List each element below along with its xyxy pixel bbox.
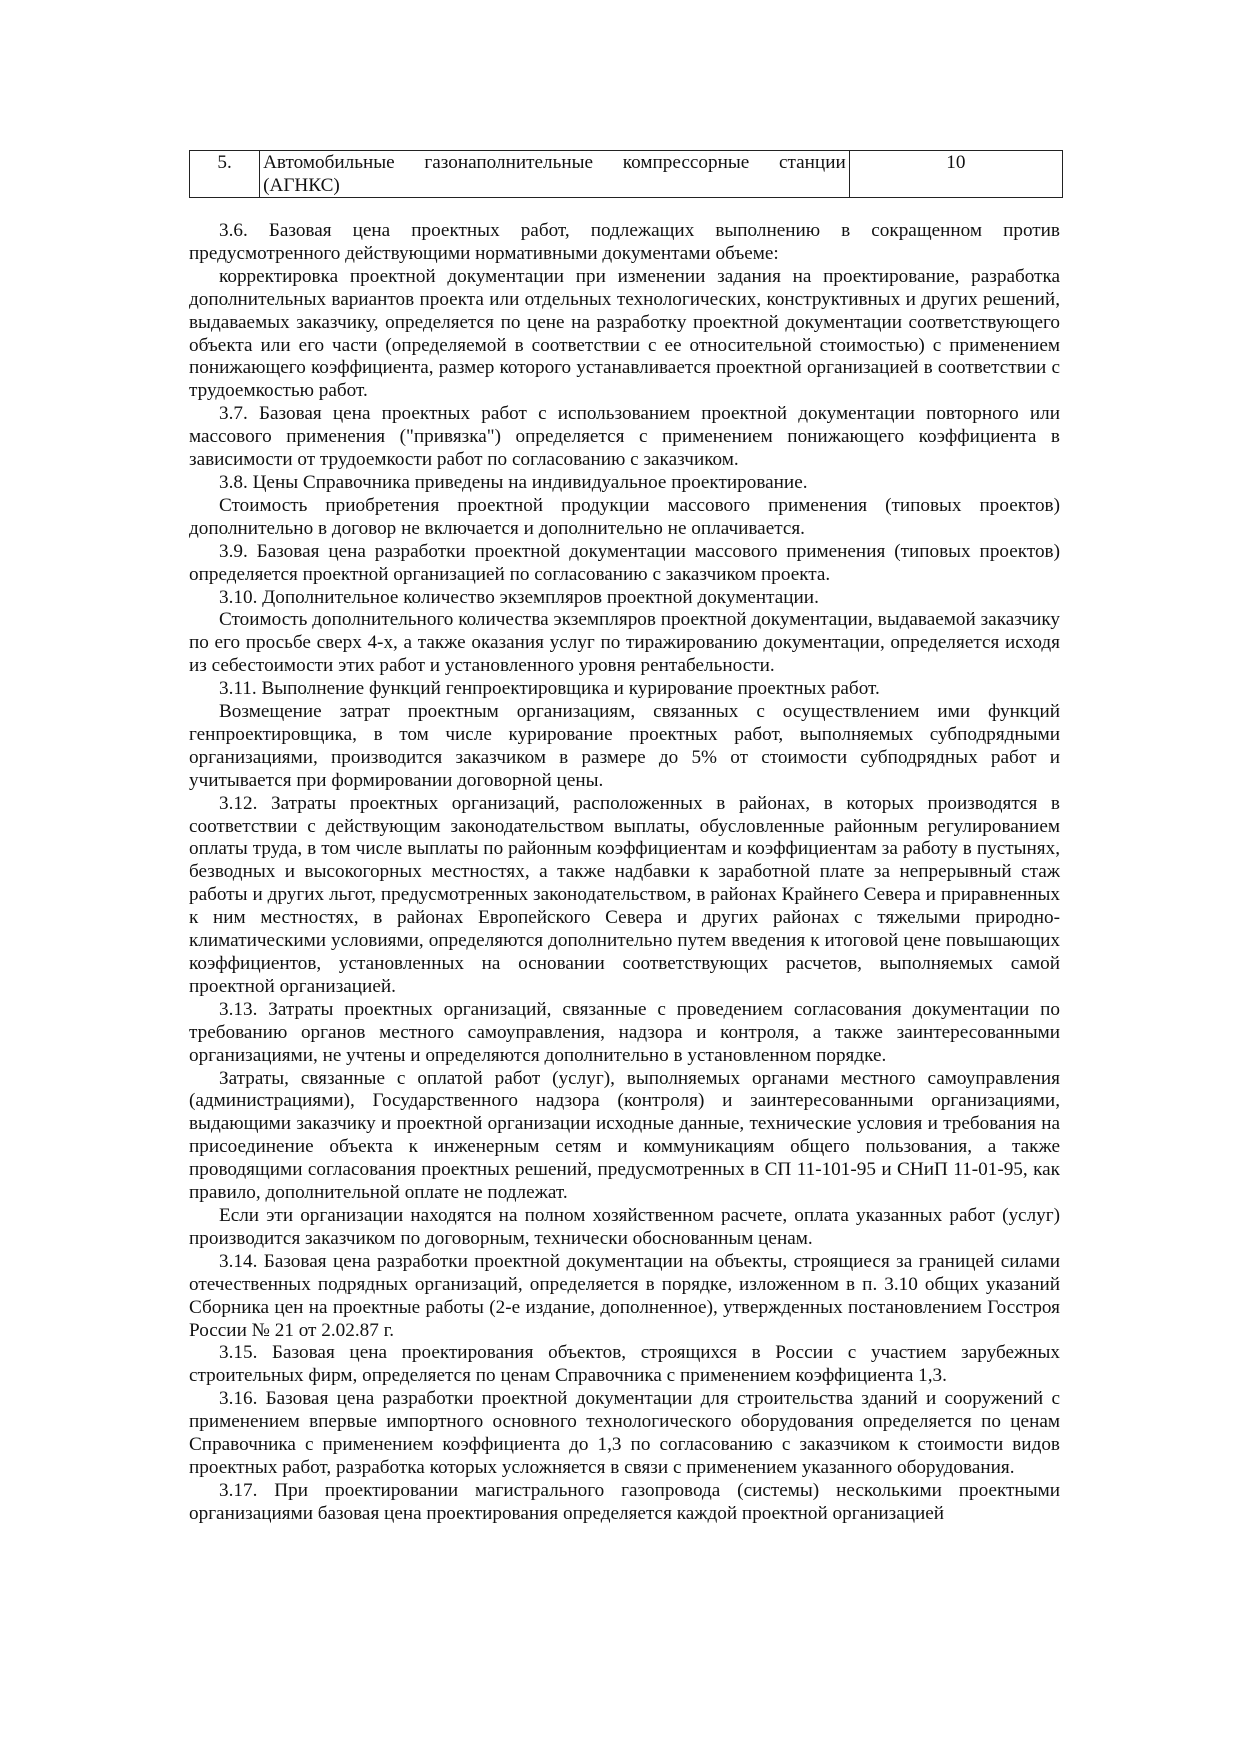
coefficient-table (189, 150, 1063, 198)
row-value: 10 (849, 151, 1062, 198)
row-number: 5. (190, 151, 260, 198)
paragraph: 3.17. При проектировании магистрального газопровода (системы) несколькими проектными организациями базовая цена проектирования определяется каждой проектной организацией (189, 1479, 1060, 1524)
paragraph: Стоимость приобретения проектной продукции массового применения (типовых проектов) дополнительно в договор не включается и дополнительно не оплачивается. (189, 494, 1060, 539)
paragraph: 3.16. Базовая цена разработки проектной документации для строительства зданий и сооружений с применением впервые импортного основного технологического оборудования определяется по ценам Справочника с применением коэффициента до 1,3 по согласованию с заказчиком к стоимости видов проектных работ, разработка которых усложняется в связи с применением указанного оборудования. (189, 1388, 1060, 1478)
paragraph: корректировка проектной документации при изменении задания на проектирование, разработка дополнительных вариантов проекта или отдельных технологических, конструктивных и других решений, выдаваемых заказчику, определяется по цене на разработку проектной документации соответствующего объекта или его части (определяемой в соответствии с ее относительной стоимостью) с применением понижающего коэффициента, размер которого устанавливается проектной организацией в соответствии с трудоемкостью работ. (189, 265, 1060, 402)
paragraph: 3.8. Цены Справочника приведены на индивидуальное проектирование. (219, 471, 808, 493)
document-body (189, 220, 1060, 1526)
paragraph: 3.10. Дополнительное количество экземпляров проектной документации. (219, 586, 819, 608)
row-name: Автомобильные газонаполнительные компрессорные станции (АГНКС) (260, 151, 850, 198)
paragraph: Возмещение затрат проектным организациям, связанных с осуществлением ими функций генпроектировщика, в том числе курирование проектных работ, выполняемых субподрядными организациями, производится заказчиком в размере до 5% от стоимости субподрядных работ и учитывается при формировании договорной цены. (189, 701, 1060, 791)
paragraph: 3.11. Выполнение функций генпроектировщика и курирование проектных работ. (219, 678, 880, 700)
paragraph: 3.7. Базовая цена проектных работ с использованием проектной документации повторного или массового применения ("привязка") определяется с применением понижающего коэффициента в зависимости от трудоемкости работ по согласованию с заказчиком. (189, 403, 1060, 471)
paragraph: 3.15. Базовая цена проектирования объектов, строящихся в России с участием зарубежных строительных фирм, определяется по ценам Справочника с применением коэффициента 1,3. (189, 1342, 1060, 1387)
paragraph: 3.12. Затраты проектных организаций, расположенных в районах, в которых производятся в соответствии с действующим законодательством выплаты, обусловленные районным регулированием оплаты труда, в том числе выплаты по районным коэффициентам и коэффициентам за работу в пустынях, безводных и высокогорных местностях, а также надбавки к заработной плате за непрерывный стаж работы и других льгот, предусмотренных законодательством, в районах Крайнего Севера и приравненных к ним местностях, в районах Европейского Севера и других районах с тяжелыми природно-климатическими условиями, определяются дополнительно путем введения к итоговой цене повышающих коэффициентов, установленных на основании соответствующих расчетов, выполняемых самой проектной организацией. (189, 792, 1060, 997)
paragraph: 3.14. Базовая цена разработки проектной документации на объекты, строящиеся за границей силами отечественных подрядных организаций, определяется в порядке, изложенном в п. 3.10 общих указаний Сборника цен на проектные работы (2-е издание, дополненное), утвержденных постановлением Госстроя России № 21 от 2.02.87 г. (189, 1250, 1060, 1341)
paragraph: Если эти организации находятся на полном хозяйственном расчете, оплата указанных работ (услуг) производится заказчиком по договорным, технически обоснованным ценам. (189, 1204, 1060, 1249)
paragraph: Стоимость дополнительного количества экземпляров проектной документации, выдаваемой заказчику по его просьбе сверх 4-х, а также оказания услуг по тиражированию документации, определяется исходя из себестоимости этих работ и установленного уровня рентабельности. (189, 609, 1060, 677)
table-row (190, 151, 1063, 198)
paragraph: Затраты, связанные с оплатой работ (услуг), выполняемых органами местного самоуправления (администрациями), Государственного надзора (контроля) и заинтересованными организациями, выдающими заказчику и проектной организации исходные данные, технические условия и требования на присоединение объекта к инженерным сетям и коммуникациям общего пользования, а также проводящими согласования проектных решений, предусмотренных в СП 11-101-95 и СНиП 11-01-95, как правило, дополнительной оплате не подлежат. (189, 1067, 1060, 1204)
paragraph: 3.13. Затраты проектных организаций, связанные с проведением согласования документации по требованию органов местного самоуправления, надзора и контроля, а также заинтересованными организациями, не учтены и определяются дополнительно в установленном порядке. (189, 998, 1060, 1066)
paragraph: 3.9. Базовая цена разработки проектной документации массового применения (типовых проектов) определяется проектной организацией по согласованию с заказчиком проекта. (189, 540, 1060, 585)
paragraph: 3.6. Базовая цена проектных работ, подлежащих выполнению в сокращенном против предусмотренного действующими нормативными документами объеме: (189, 220, 1060, 264)
document-page (189, 150, 1060, 1526)
